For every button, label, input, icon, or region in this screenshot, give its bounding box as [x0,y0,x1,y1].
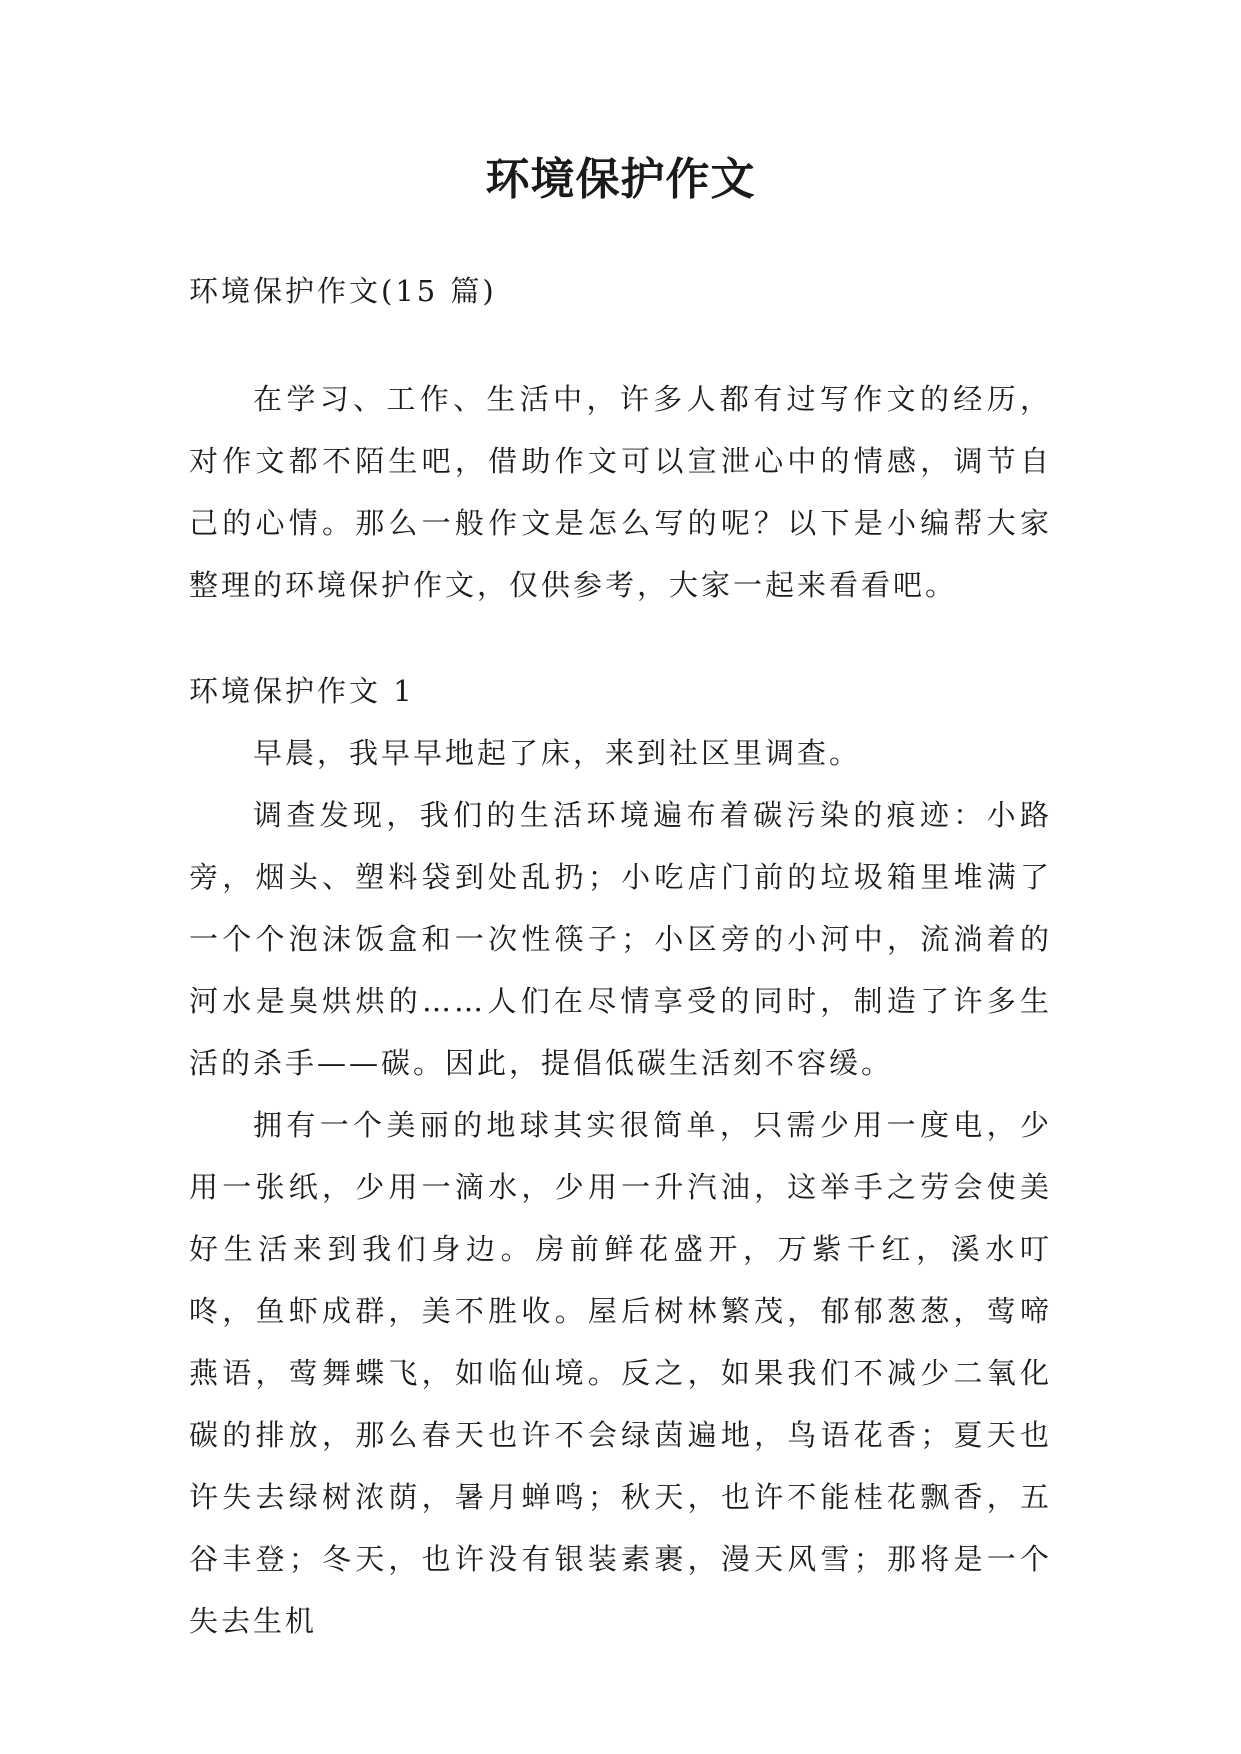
body-paragraph: 拥有一个美丽的地球其实很简单，只需少用一度电，少用一张纸，少用一滴水，少用一升汽油，这举手之劳会使美好生活来到我们身边。房前鲜花盛开，万紫千红，溪水叮咚，鱼虾成群，美不胜收。屋后树林繁茂，郁郁葱葱，莺啼燕语，莺舞蝶飞，如临仙境。反之，如果我们不减少二氧化碳的排放，那么春天也许不会绿茵遍地，鸟语花香；夏天也许失去绿树浓荫，暑月蝉鸣；秋天，也许不能桂花飘香，五谷丰登；冬天，也许没有银装素裹，漫天风雪；那将是一个失去生机 [189,1108,1052,1638]
document-subtitle: 环境保护作文(15 篇) [189,274,497,308]
document-title: 环境保护作文 [485,154,756,205]
body-paragraph: 调查发现，我们的生活环境遍布着碳污染的痕迹：小路旁，烟头、塑料袋到处乱扔；小吃店门前的垃圾箱里堆满了一个个泡沫饭盒和一次性筷子；小区旁的小河中，流淌着的河水是臭烘烘的……人们在尽情享受的同时，制造了许多生活的杀手——碳。因此，提倡低碳生活刻不容缓。 [189,798,1052,1080]
document-body [189,260,1052,1652]
section-heading: 环境保护作文 1 [189,674,415,708]
intro-paragraph: 在学习、工作、生活中，许多人都有过写作文的经历，对作文都不陌生吧，借助作文可以宣泄心中的情感，调节自己的心情。那么一般作文是怎么写的呢？以下是小编帮大家整理的环境保护作文，仅供参考，大家一起来看看吧。 [189,382,1052,602]
essay-section [189,660,1052,1652]
body-paragraph: 早晨，我早早地起了床，来到社区里调查。 [253,736,862,770]
